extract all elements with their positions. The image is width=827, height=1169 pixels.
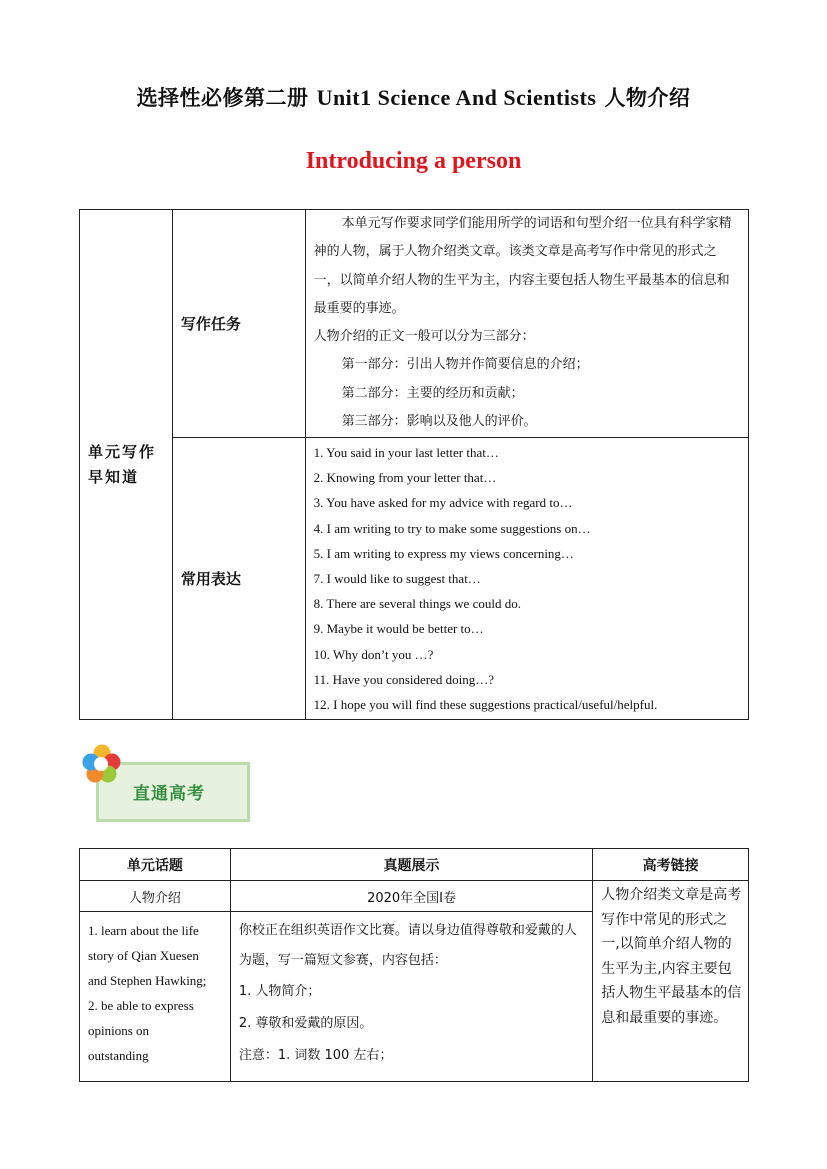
prompt-intro: 你校正在组织英语作文比赛。请以身边值得尊敬和爱戴的人为题，写一篇短文参赛，内容包括：: [238, 923, 577, 968]
expression-item: 2. Knowing from your letter that…: [313, 470, 497, 486]
exam-table: [79, 848, 749, 1082]
prompt-note: 注意：1. 词数 100 左右；: [238, 1048, 393, 1063]
expression-item: 9. Maybe it would be better to…: [313, 621, 484, 637]
header-exam-link: 高考链接: [593, 849, 749, 881]
task-paragraph: 本单元写作要求同学们能用所学的词语和句型介绍一位具有科学家精神的人物，属于人物介绍类文章。该类文章是高考写作中常见的形式之一，以简单介绍人物的生平为主，内容主要包括人物生平最基本的信息和最重要的事迹。: [313, 216, 732, 316]
objective-line: outstanding: [88, 1048, 149, 1063]
banner-label: 直通高考: [133, 784, 205, 804]
prompt-item: 2. 尊敬和爱戴的原因。: [238, 1016, 373, 1031]
task-label: 写作任务: [172, 210, 305, 438]
expression-item: 11. Have you considered doing…?: [313, 671, 495, 687]
header-topic: 单元话题: [80, 849, 231, 881]
section-banner: [80, 742, 250, 822]
objective-line: 2. be able to express: [88, 998, 194, 1013]
section-label: 单元写作 早知道: [80, 210, 173, 720]
part-item: 第二部分：主要的经历和贡献；: [341, 385, 524, 401]
expressions-list: [305, 438, 748, 720]
source-cell: 2020年全国I卷: [230, 881, 592, 912]
objective-line: and Stephen Hawking;: [88, 973, 207, 988]
objective-line: 1. learn about the life: [88, 923, 199, 938]
objective-line: opinions on: [88, 1023, 150, 1038]
objective-line: story of Qian Xuesen: [88, 948, 199, 963]
expression-item: 8. There are several things we could do.: [313, 596, 521, 612]
part-item: 第一部分：引出人物并作简要信息的介绍；: [341, 357, 589, 373]
unit-writing-table: [79, 209, 749, 720]
part-item: 第三部分：影响以及他人的评价。: [341, 414, 537, 430]
topic-cell: 人物介绍: [80, 881, 231, 912]
prompt-cell: [230, 912, 592, 1082]
expression-item: 4. I am writing to try to make some suggestions on…: [313, 520, 591, 536]
document-subtitle: Introducing a person: [305, 148, 522, 174]
expression-item: 10. Why don’t you …?: [313, 646, 434, 662]
flower-icon: [80, 742, 124, 786]
prompt-item: 1. 人物简介；: [238, 984, 321, 999]
expression-item: 5. I am writing to express my views concerning…: [313, 545, 574, 561]
expression-item: 7. I would like to suggest that…: [313, 571, 481, 587]
expressions-label: 常用表达: [172, 438, 305, 720]
exam-link-cell: 人物介绍类文章是高考写作中常见的形式之一,以简单介绍人物的生平为主,内容主要包括人物生平最基本的信息和最重要的事迹。: [593, 881, 749, 1082]
title-unit: Unit1 Science And Scientists: [316, 85, 597, 110]
document-title: [0, 82, 827, 112]
task-description: [305, 210, 748, 438]
structure-intro: 人物介绍的正文一般可以分为三部分：: [313, 329, 535, 345]
objectives-cell: [80, 912, 231, 1082]
title-cn-right: 人物介绍: [604, 85, 691, 110]
header-real-question: 真题展示: [230, 849, 592, 881]
expression-item: 1. You said in your last letter that…: [313, 445, 499, 460]
title-cn-left: 选择性必修第二册: [136, 85, 309, 110]
expression-item: 12. I hope you will find these suggestions practical/useful/helpful.: [313, 697, 658, 713]
expression-item: 3. You have asked for my advice with regard to…: [313, 495, 573, 511]
